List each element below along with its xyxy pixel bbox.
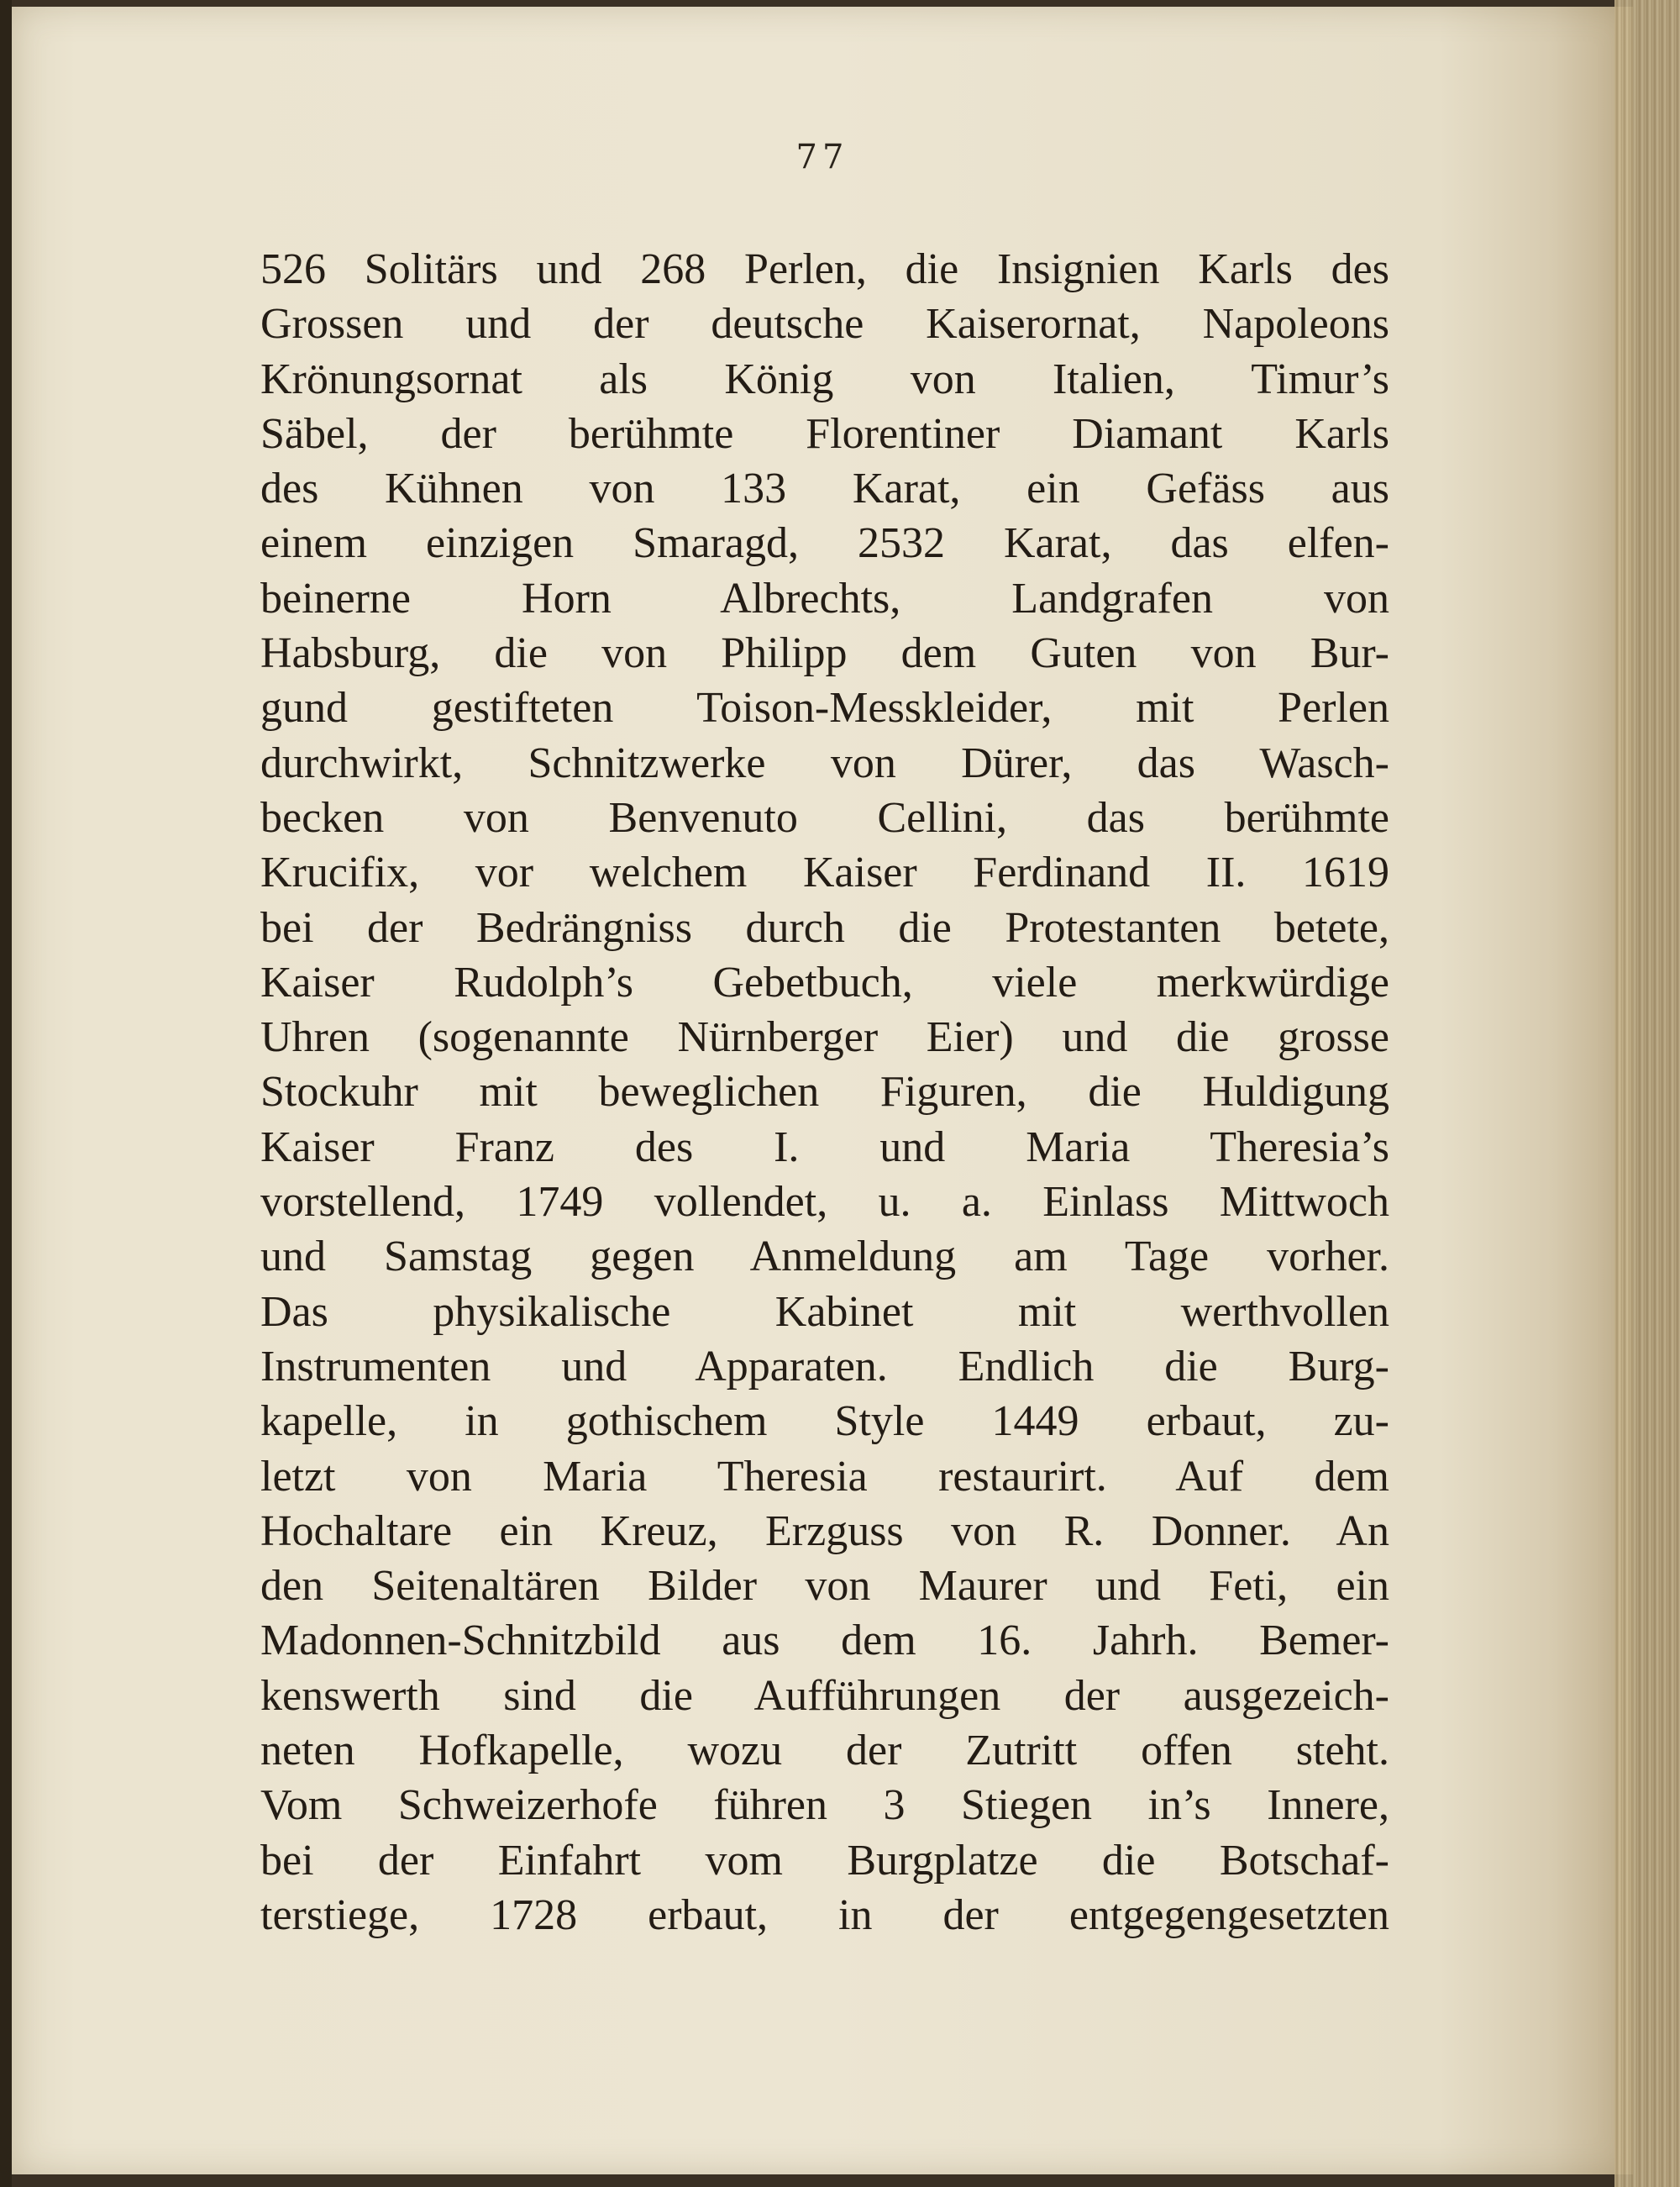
text-line: neten Hofkapelle, wozu der Zutritt offen steht. [260, 1727, 1389, 1775]
text-line: vorstellend, 1749 vollendet, u. a. Einlass Mittwoch [260, 1178, 1389, 1227]
text-line: Krönungsornat als König von Italien, Timur’s [260, 355, 1389, 403]
text-line: Krucifix, vor welchem Kaiser Ferdinand II. 1619 [260, 849, 1389, 897]
text-line: becken von Benvenuto Cellini, das berühmte [260, 793, 1389, 842]
book-page [12, 7, 1633, 2174]
text-line: Kaiser Franz des I. und Maria Theresia’s [260, 1122, 1389, 1171]
text-line: Kaiser Rudolph’s Gebetbuch, viele merkwürdige [260, 958, 1389, 1007]
text-line: Instrumenten und Apparaten. Endlich die Burg- [260, 1342, 1389, 1391]
text-line: einem einzigen Smaragd, 2532 Karat, das elfen- [260, 519, 1389, 568]
text-line: Madonnen-Schnitzbild aus dem 16. Jahrh. Bemer- [260, 1617, 1389, 1665]
text-line: durchwirkt, Schnitzwerke von Dürer, das Wasch- [260, 739, 1389, 787]
text-line: bei der Bedrängniss durch die Protestanten betete, [260, 903, 1389, 952]
text-line: beinerne Horn Albrechts, Landgrafen von [260, 574, 1389, 623]
text-line: 526 Solitärs und 268 Perlen, die Insignien Karls des [260, 245, 1389, 293]
text-line: Hochaltare ein Kreuz, Erzguss von R. Donner. An [260, 1506, 1389, 1555]
text-line: terstiege, 1728 erbaut, in der entgegengesetzten [260, 1890, 1389, 1939]
text-line: den Seitenaltären Bilder von Maurer und Feti, ein [260, 1562, 1389, 1611]
text-line: gund gestifteten Toison-Messkleider, mit Perlen [260, 684, 1389, 733]
text-line: Uhren (sogenannte Nürnberger Eier) und die grosse [260, 1013, 1389, 1062]
text-line: Grossen und der deutsche Kaiserornat, Napoleons [260, 300, 1389, 349]
text-line: und Samstag gegen Anmeldung am Tage vorher. [260, 1233, 1389, 1281]
text-line: Das physikalische Kabinet mit werthvollen [260, 1287, 1389, 1336]
text-line: Habsburg, die von Philipp dem Guten von Bur- [260, 629, 1389, 678]
text-line: Säbel, der berühmte Florentiner Diamant Karls [260, 409, 1389, 458]
text-line: des Kühnen von 133 Karat, ein Gefäss aus [260, 465, 1389, 513]
page-right-edge [1614, 0, 1680, 2187]
text-line: kapelle, in gothischem Style 1449 erbaut, zu- [260, 1397, 1389, 1446]
text-line: letzt von Maria Theresia restaurirt. Auf dem [260, 1452, 1389, 1501]
text-line: Stockuhr mit beweglichen Figuren, die Huldigung [260, 1068, 1389, 1117]
text-line: bei der Einfahrt vom Burgplatze die Botschaf- [260, 1836, 1389, 1885]
body-text [260, 242, 1389, 1943]
text-line: Vom Schweizerhofe führen 3 Stiegen in’s Innere, [260, 1781, 1389, 1830]
text-line: kenswerth sind die Aufführungen der ausgezeich- [260, 1671, 1389, 1720]
page-number: 77 [795, 138, 849, 176]
page-left-edge [0, 0, 12, 2187]
